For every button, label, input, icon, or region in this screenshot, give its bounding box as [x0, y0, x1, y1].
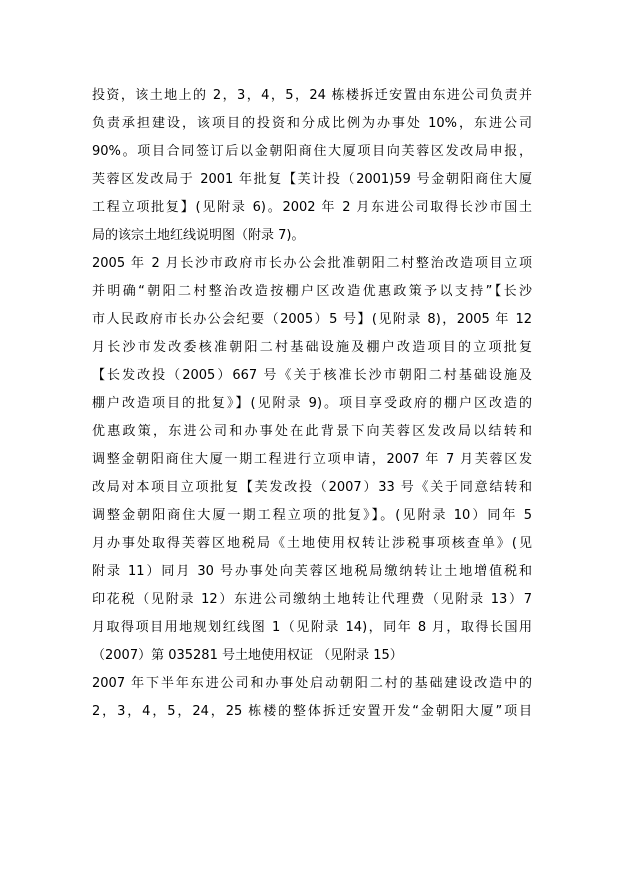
text-line: 调整金朝阳商住大厦一期工程立项的批复》】。(见附录 10）同年 5 — [92, 508, 532, 523]
text-line: 附录 11）同月 30 号办事处向芙蓉区地税局缴纳转让土地增值税和 — [92, 564, 532, 579]
text-line: 工程立项批复】(见附录 6)。2002 年 2 月东进公司取得长沙市国土 — [92, 200, 532, 215]
text-line: 90%。项目合同签订后以金朝阳商住大厦项目向芙蓉区发改局申报， — [92, 144, 532, 159]
text-line: 2005 年 2 月长沙市政府市长办公会批准朝阳二村整治改造项目立项 — [92, 256, 532, 271]
text-line: 2，3，4，5，24，25 栋楼的整体拆迁安置开发“金朝阳大厦”项目 — [92, 704, 532, 719]
text-line: 局的该宗土地红线说明图（附录 7)。 — [92, 228, 305, 243]
text-line: 并明确“朝阳二村整治改造按棚户区改造优惠政策予以支持”【长沙 — [92, 284, 532, 299]
text-line: 市人民政府市长办公会纪要（2005）5 号】(见附录 8)，2005 年 12 — [92, 312, 532, 327]
text-line: 印花税（见附录 12）东进公司缴纳土地转让代理费（见附录 13）7 — [92, 592, 532, 607]
text-line: 投资，该土地上的 2，3，4，5，24 栋楼拆迁安置由东进公司负责并 — [92, 88, 532, 103]
text-line: 月办事处取得芙蓉区地税局《土地使用权转让涉税事项核查单》(见 — [92, 536, 532, 551]
text-line: 负责承担建设，该项目的投资和分成比例为办事处 10%，东进公司 — [92, 116, 532, 131]
text-line: 芙蓉区发改局于 2001 年批复【芙计投（2001)59 号金朝阳商住大厦 — [92, 172, 532, 187]
text-line: 月长沙市发改委核准朝阳二村基础设施及棚户改造项目的立项批复 — [92, 340, 532, 355]
text-line: 2007 年下半年东进公司和办事处启动朝阳二村的基础建设改造中的 — [92, 676, 532, 691]
text-line: （2007）第 035281 号土地使用权证 （见附录 15） — [92, 648, 403, 663]
text-line: 调整金朝阳商住大厦一期工程进行立项申请，2007 年 7 月芙蓉区发 — [92, 452, 532, 467]
text-line: 月取得项目用地规划红线图 1（见附录 14)，同年 8 月，取得长国用 — [92, 620, 532, 635]
text-line: 棚户改造项目的批复》】(见附录 9)。项目享受政府的棚户区改造的 — [92, 396, 532, 411]
text-line: 改局对本项目立项批复【芙发改投（2007）33 号《关于同意结转和 — [92, 480, 532, 495]
text-line: 【长发改投（2005）667 号《关于核准长沙市朝阳二村基础设施及 — [92, 368, 532, 383]
text-line: 优惠政策，东进公司和办事处在此背景下向芙蓉区发改局以结转和 — [92, 424, 532, 439]
